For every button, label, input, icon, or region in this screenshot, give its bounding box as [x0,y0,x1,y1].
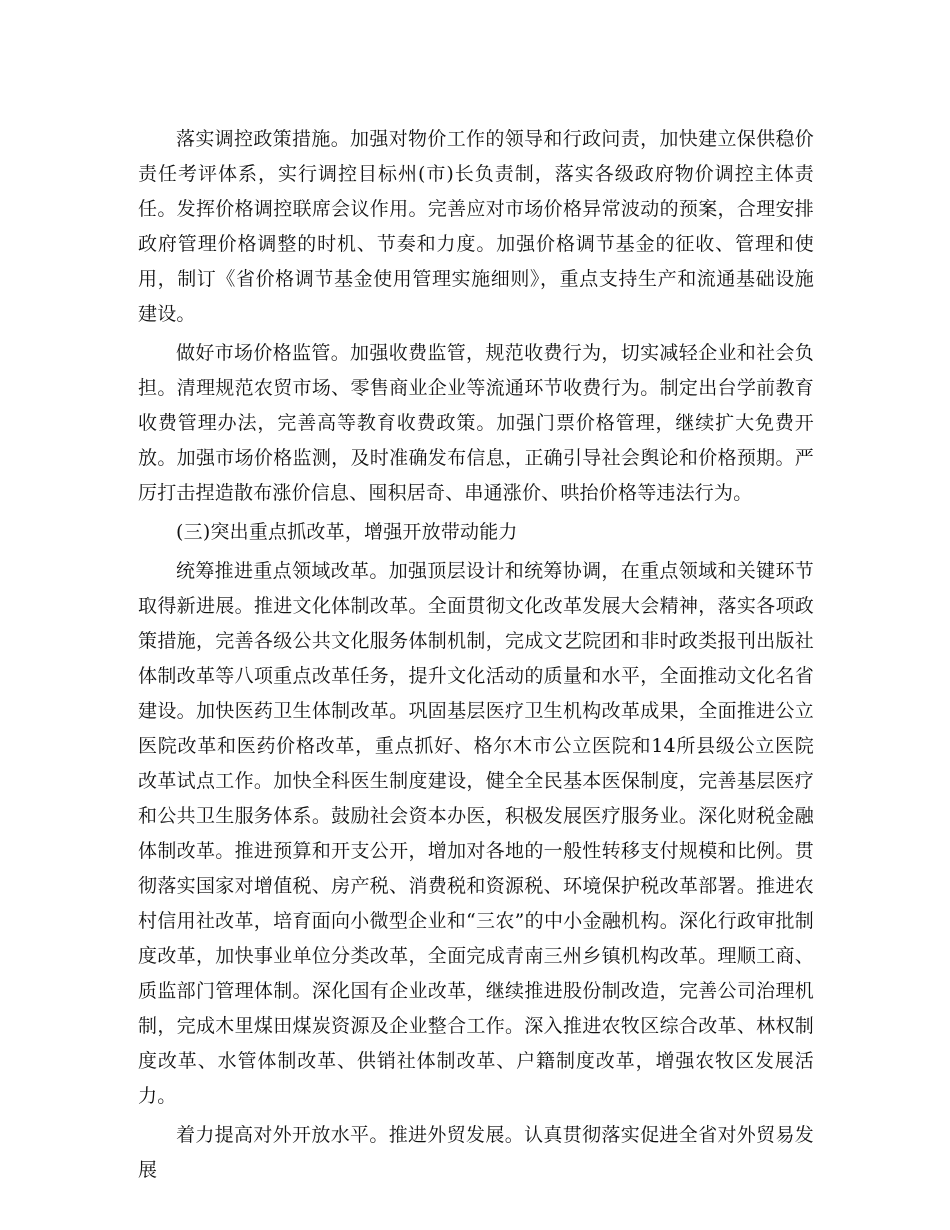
paragraph-opening-up: 着力提高对外开放水平。推进外贸发展。认真贯彻落实促进全省对外贸易发展 [138,1124,814,1181]
document-body [138,122,814,1192]
paragraph-key-reforms: 统筹推进重点领域改革。加强顶层设计和统筹协调，在重点领域和关键环节取得新进展。推进文化体制改革。全面贯彻文化改革发展大会精神，落实各项政策措施，完善各级公共文化服务体制机制，完成文艺院团和非时政类报刊出版社体制改革等八项重点改革任务，提升文化活动的质量和水平，全面推动文化名省建设。加快医药卫生体制改革。巩固基层医疗卫生机构改革成果，全面推进公立医院改革和医药价格改革，重点抓好、格尔木市公立医院和14所县级公立医院改革试点工作。加快全科医生制度建设，健全全民基本医保制度，完善基层医疗和公共卫生服务体系。鼓励社会资本办医，积极发展医疗服务业。深化财税金融体制改革。推进预算和开支公开，增加对各地的一般性转移支付规模和比例。贯彻落实国家对增值税、房产税、消费税和资源税、环境保护税改革部署。推进农村信用社改革，培育面向小微型企业和“三农”的中小金融机构。深化行政审批制度改革，加快事业单位分类改革，全面完成青南三州乡镇机构改革。理顺工商、质监部门管理体制。深化国有企业改革，继续推进股份制改造，完善公司治理机制，完成木里煤田煤炭资源及企业整合工作。深入推进农牧区综合改革、林权制度改革、水管体制改革、供销社体制改革、户籍制度改革，增强农牧区发展活力。 [138,560,814,1107]
section-heading: (三)突出重点抓改革，增强开放带动能力 [176,521,518,543]
paragraph-price-control: 落实调控政策措施。加强对物价工作的领导和行政问责，加快建立保供稳价责任考评体系，实行调控目标州(市)长负责制，落实各级政府物价调控主体责任。发挥价格调控联席会议作用。完善应对市场价格异常波动的预案，合理安排政府管理价格调整的时机、节奏和力度。加强价格调节基金的征收、管理和使用，制订《省价格调节基金使用管理实施细则》，重点支持生产和流通基础设施建设。 [138,128,814,325]
paragraph-market-supervision: 做好市场价格监管。加强收费监管，规范收费行为，切实减轻企业和社会负担。清理规范农贸市场、零售商业企业等流通环节收费行为。制定出台学前教育收费管理办法，完善高等教育收费政策。加强门票价格管理，继续扩大免费开放。加强市场价格监测，及时准确发布信息，正确引导社会舆论和价格预期。严厉打击捏造散布涨价信息、囤积居奇、串通涨价、哄抬价格等违法行为。 [138,342,814,504]
